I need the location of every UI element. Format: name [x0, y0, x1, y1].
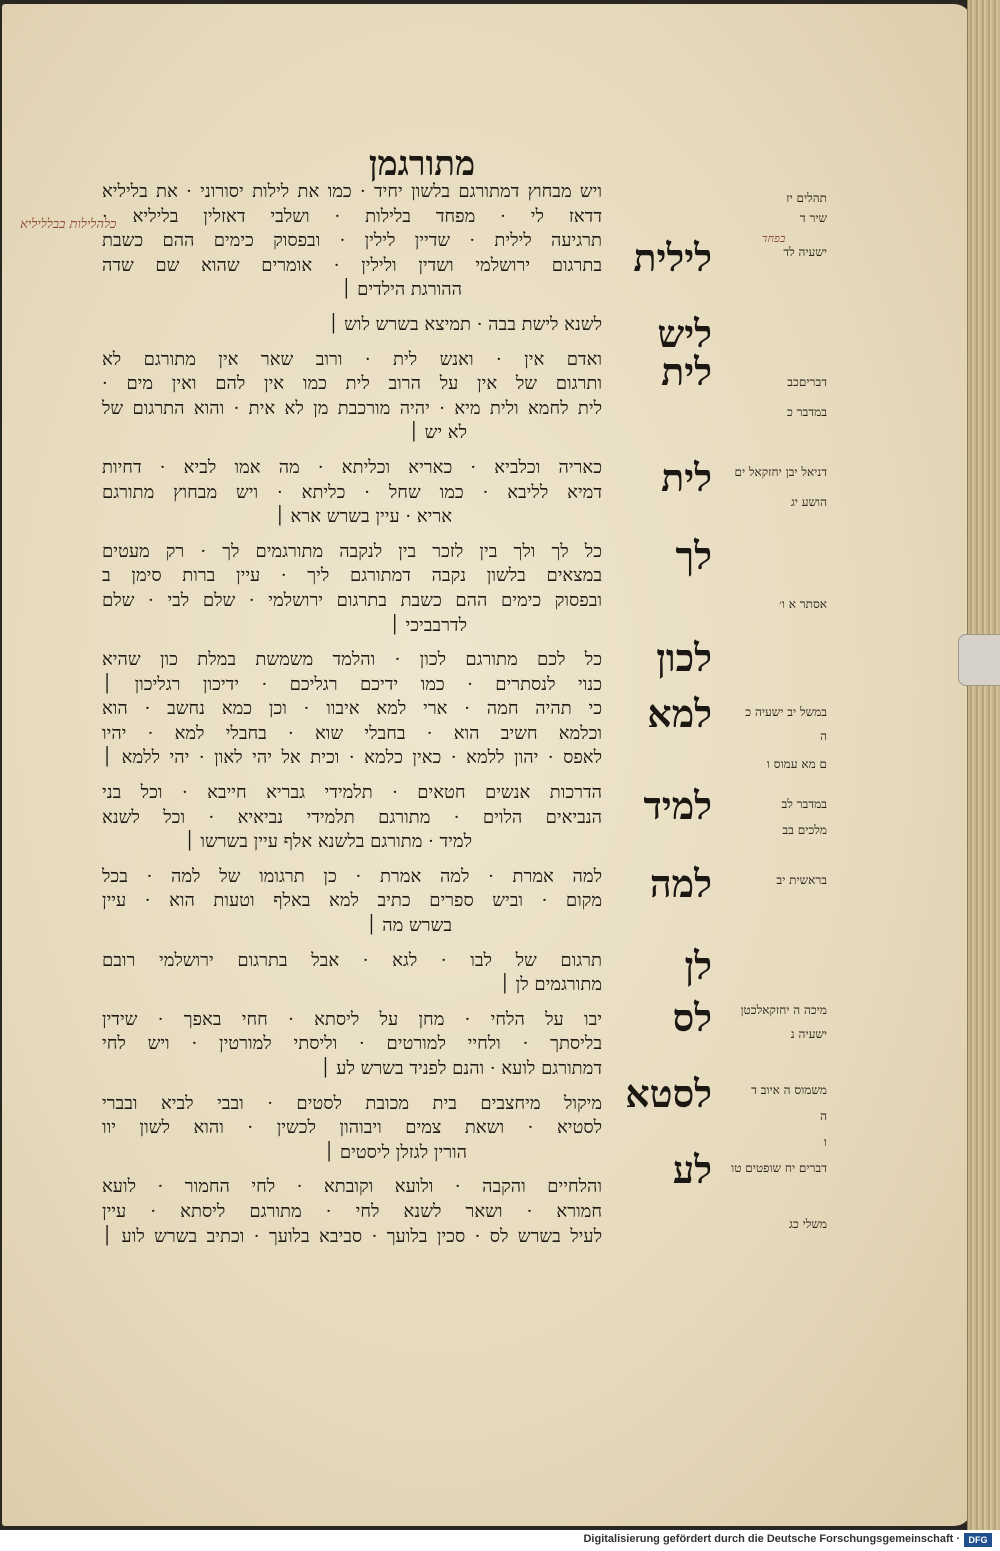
margin-note: דברים יח שופטים טו	[731, 1161, 827, 1175]
margin-note: בראשית יב	[776, 873, 827, 887]
margin-note: משמוס ה איוב ד	[751, 1083, 827, 1097]
text-line: ותרגום של אין על הרוב לית כמו אין להם ואין מים ·	[102, 373, 602, 395]
text-line: מקום · וביש ספרים כתיב למא באלף וטעות הוא · עיין	[102, 890, 602, 912]
headword: לן	[684, 943, 712, 988]
margin-note: ה	[820, 1109, 827, 1123]
headword: לס	[672, 995, 712, 1040]
text-line: בליסתך · ולחיי למורטים · וליסתי למורטין · ויש לחי	[102, 1033, 602, 1055]
margin-note: שיר ד	[799, 211, 827, 225]
page-edge	[967, 0, 1000, 1530]
margin-note: מיכה ה יחזקאלכטן	[740, 1003, 827, 1017]
text-line: בשרש מה ׀	[366, 915, 452, 937]
text-line: כל לכם מתורגם לכון · והלמד משמשת במלת כון שהיא	[102, 649, 602, 671]
funding-credit: Digitalisierung gefördert durch die Deutsche Forschungsgemeinschaft ·	[583, 1533, 960, 1545]
margin-note: הושע יג	[790, 495, 827, 509]
margin-note: ו	[823, 1135, 827, 1149]
text-line: לאפס · יהון ללמא · כאין כלמא · וכית אל יהי לאון · יהי ללמא ׀	[102, 747, 602, 769]
text-line: יבו על הלחי · מחן על ליסתא · חחי באפך · שידין	[102, 1008, 602, 1030]
headword: למא	[647, 691, 712, 736]
page-title: מתורגמן	[368, 144, 476, 184]
headword: למיד	[643, 783, 712, 828]
handwritten-note: כלהלילות בבלליליא	[20, 217, 117, 232]
margin-note: ם מא עמוס ו	[766, 757, 827, 771]
margin-note: דניאל יבן יחזקאל ים	[734, 465, 827, 479]
text-line: ויש מבחוץ דמתורגם בלשון יחיד · כמו את לילות יסורוני · את בליליא	[102, 181, 602, 202]
text-line: במצאים בלשון נקבה דמתורגם ליך · עיין ברות סימן ב	[102, 565, 602, 587]
text-line: דדאז לי · מפחד בלילות · ושלבי דאזלין בליליא ·	[102, 205, 602, 227]
margin-note: ה	[820, 729, 827, 743]
text-line: לדרבביכי ׀	[389, 614, 467, 636]
text-line: כאריה וכלביא · כאריא וכליתא · מה אמו לביא · דחיות	[102, 456, 602, 478]
text-line: כי תהיה חמה · ארי למא איבוו · וכן כמא נחשב · הוא	[102, 698, 602, 720]
text-line: לעיל בשרש לס · סכין בלועך · סביבא בלועך · וכתיב בשרש לוע ׀	[102, 1225, 602, 1247]
headword: לית	[661, 349, 712, 394]
footer-bar	[0, 1530, 1000, 1551]
text-line: לשנא לישת בבה · תמיצא בשרש לוש ׀	[328, 313, 602, 335]
text-line: הנביאים הלוים · מתורגם תלמידי נביאיא · וכל לשנא	[102, 806, 602, 828]
headword: לע	[672, 1147, 712, 1192]
text-line: תרגום של לבו · לגא · אבל בתרגום ירושלמי רובם	[102, 949, 602, 971]
margin-note: תהלים יז	[786, 191, 827, 205]
text-line: הורין לגזלן ליסטים ׀	[324, 1141, 467, 1163]
text-line: תרגיעה לילית · שדיין לילין · ובפסוק כימים ההם כשבת	[102, 230, 602, 252]
text-line: בתרגום ירושלמי ושדין ולילין · אומרים שהוא שם שדה	[102, 254, 602, 276]
headword: לילית	[633, 235, 712, 280]
margin-note: מלכים בב	[782, 823, 827, 837]
dfg-logo-icon: DFG	[964, 1533, 992, 1547]
headword: למה	[649, 861, 712, 906]
text-line: חמורא · ושאר לשנא לחי · מתורגם ליסתא · עיין	[102, 1200, 602, 1222]
text-line: למה אמרת · למה אמרת · כן תרגומו של למה · בכל	[102, 865, 602, 887]
text-line: כנוי לנסתרים · כמו ידיכם רגליכם · ידיכון רגליכון ׀	[102, 673, 602, 695]
text-line: לסטיא · ושאת צמים ויבוהון לכשין · והוא לשון יוו	[102, 1117, 602, 1139]
text-line: הדרכות אנשים חטאים · תלמידי גבריא חייבא · וכל בני	[102, 782, 602, 804]
text-line: לית לחמא ולית מיא · יהיה מורכבת מן לא אית · והוא התרגום של	[102, 397, 602, 419]
text-line: ההורגת הילדים ׀	[341, 279, 462, 301]
text-line: למיד · מתורגם בלשנא אלף עיין בשרשו ׀	[184, 831, 472, 853]
text-line: דמיא לליבא · כמו שחל · כליתא · ויש מבחוץ מתורגם	[102, 481, 602, 503]
headword: לך	[675, 533, 712, 578]
headword: לכון	[656, 635, 712, 680]
text-line: דמתורגם לועא · והנם לפניד בשרש לע ׀	[320, 1058, 602, 1079]
margin-note: במדבר לב	[781, 797, 827, 811]
text-line: והלחיים והקבה · ולועא וקובתא · לחי החמור · לועא	[102, 1176, 602, 1198]
margin-note: אסתר א ו׳	[779, 597, 827, 611]
text-line: אריא · עיין בשרש ארא ׀	[274, 506, 452, 528]
headword: ליש	[657, 311, 712, 356]
margin-note: ישעיה נ	[790, 1027, 827, 1041]
handwritten-note: בפחד	[762, 232, 786, 245]
text-line: לא יש ׀	[408, 422, 467, 444]
margin-note: ישעיה לד	[783, 245, 827, 259]
margin-note: משלי כג	[788, 1217, 827, 1231]
headword: לסטא	[625, 1071, 712, 1116]
text-line: ואדם אין · ואנש לית · ורוב שאר אין מתורגם לא	[102, 348, 602, 370]
text-column	[102, 180, 602, 1249]
text-line: מתורגמים לן ׀	[499, 974, 602, 996]
margin-note: במדבר כ	[786, 405, 827, 419]
bookmark-tab	[958, 634, 1000, 686]
book-page	[2, 4, 972, 1526]
headword: לית	[661, 455, 712, 500]
margin-note: במשל יב ישעיה כ	[745, 705, 827, 719]
text-line: וכלמא חשיב הוא · בחבלי שוא · בחבלי למא · יהיו	[102, 722, 602, 744]
text-line: ובפסוק כימים ההם כשבת בתרגום ירושלמי · שלם לבי · שלם	[102, 589, 602, 611]
text-line: מיקול מיחצבים בית מכובת לסטים · ובבי לביא ובברי	[102, 1092, 602, 1114]
text-line: כל לך ולך בין לזכר בין לנקבה מתורגמים לך · רק מעטים	[102, 540, 602, 562]
margin-note: דבריםכב	[787, 375, 827, 389]
